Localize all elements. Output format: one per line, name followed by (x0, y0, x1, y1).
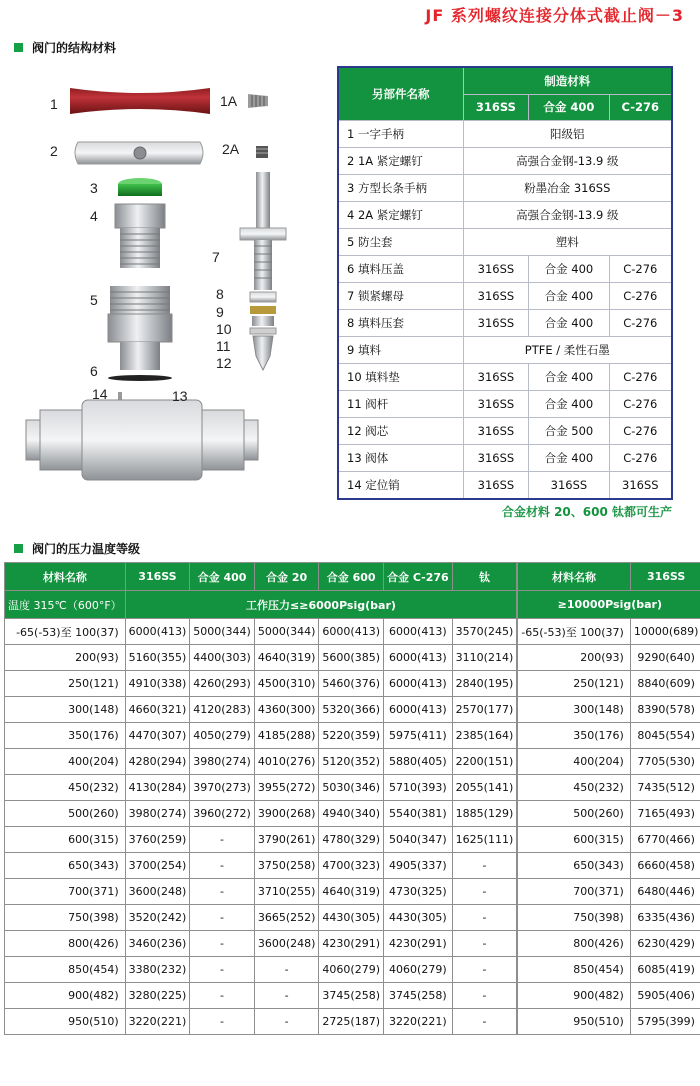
temperature-cell-2: 800(426) (518, 931, 631, 957)
high-pressure-cell: 10000(689) (630, 619, 700, 645)
material-value: C-276 (609, 391, 672, 418)
high-pressure-cell: 5905(406) (630, 983, 700, 1009)
pressure-cell: - (190, 905, 255, 931)
pressure-row (5, 775, 700, 801)
material-value: 合金 500 (529, 418, 609, 445)
pressure-cell: - (190, 853, 255, 879)
part-label-9: 9 (216, 304, 224, 320)
material-row (338, 337, 672, 364)
pressure-cell: 2385(164) (452, 723, 517, 749)
materials-table (337, 66, 673, 500)
material-value: 316SS (529, 472, 609, 500)
pressure-cell: - (452, 879, 517, 905)
material-value: C-276 (609, 418, 672, 445)
material-row (338, 472, 672, 500)
part-label-14: 14 (92, 386, 108, 402)
pressure-cell: 3665(252) (254, 905, 319, 931)
part-label-10: 10 (216, 321, 232, 337)
pressure-cell: 5975(411) (383, 723, 452, 749)
part-label-1: 1 (50, 96, 58, 112)
pressure-cell: 4640(319) (254, 645, 319, 671)
pressure-cell: 5040(347) (383, 827, 452, 853)
pressure-cell: 3750(258) (254, 853, 319, 879)
high-pressure-cell: 7705(530) (630, 749, 700, 775)
temperature-cell: 900(482) (5, 983, 126, 1009)
pressure-cell: 4230(291) (319, 931, 384, 957)
pressure-cell: 3980(274) (190, 749, 255, 775)
material-row (338, 121, 672, 148)
material-value: 316SS (463, 256, 529, 283)
pressure-cell: 4910(338) (125, 671, 190, 697)
part-name: 4 2A 紧定螺钉 (338, 202, 463, 229)
pressure-cell: 3960(272) (190, 801, 255, 827)
pressure-cell: 5160(355) (125, 645, 190, 671)
temperature-cell: 850(454) (5, 957, 126, 983)
part-label-12: 12 (216, 355, 232, 371)
col-c276: C-276 (609, 94, 672, 121)
pressure-cell: 4640(319) (319, 879, 384, 905)
temperature-cell: 400(204) (5, 749, 126, 775)
pressure-cell: 4060(279) (319, 957, 384, 983)
pressure-cell: 2570(177) (452, 697, 517, 723)
section-structure-materials (14, 39, 116, 56)
high-pressure-cell: 7165(493) (630, 801, 700, 827)
part-label-4: 4 (90, 208, 98, 224)
temperature-cell: 250(121) (5, 671, 126, 697)
temperature-cell-2: 600(315) (518, 827, 631, 853)
pressure-row (5, 671, 700, 697)
part-label-1a: 1A (220, 93, 238, 109)
pressure-cell: 4430(305) (383, 905, 452, 931)
temperature-cell: -65(-53)至 100(37) (5, 619, 126, 645)
temperature-cell-2: 500(260) (518, 801, 631, 827)
pressure-cell: - (452, 957, 517, 983)
hdr-material-name-2: 材料名称 (518, 563, 631, 591)
pressure-cell: 5880(405) (383, 749, 452, 775)
pressure-cell: - (190, 983, 255, 1009)
part-label-3: 3 (90, 180, 98, 196)
pressure-cell: - (254, 957, 319, 983)
material-value: 316SS (463, 418, 529, 445)
pressure-cell: - (190, 1009, 255, 1035)
material-value: C-276 (609, 445, 672, 472)
pressure-cell: 4500(310) (254, 671, 319, 697)
temperature-cell-2: 750(398) (518, 905, 631, 931)
material-row (338, 148, 672, 175)
material-value: PTFE / 柔性石墨 (463, 337, 672, 364)
material-row (338, 310, 672, 337)
part-name: 3 方型长条手柄 (338, 175, 463, 202)
col-316ss: 316SS (463, 94, 529, 121)
col-manufacturing-material: 制造材料 (463, 67, 672, 94)
pressure-cell: 6000(413) (319, 619, 384, 645)
temperature-cell-2: 950(510) (518, 1009, 631, 1035)
material-value: 316SS (463, 472, 529, 500)
pressure-cell: 3745(258) (383, 983, 452, 1009)
pressure-cell: - (190, 827, 255, 853)
pressure-cell: 4470(307) (125, 723, 190, 749)
material-row (338, 229, 672, 256)
exploded-valve-diagram (0, 60, 330, 500)
part-name: 14 定位销 (338, 472, 463, 500)
pressure-cell: 4940(340) (319, 801, 384, 827)
material-value: 合金 400 (529, 391, 609, 418)
material-row (338, 256, 672, 283)
part-label-2: 2 (50, 143, 58, 159)
section-pressure-temperature (14, 540, 140, 557)
material-row (338, 202, 672, 229)
temperature-cell-2: -65(-53)至 100(37) (518, 619, 631, 645)
temperature-cell: 800(426) (5, 931, 126, 957)
pressure-row (5, 619, 700, 645)
page-title: JF 系列螺纹连接分体式截止阀－3 (425, 6, 684, 25)
material-row (338, 283, 672, 310)
high-pressure-cell: 5795(399) (630, 1009, 700, 1035)
high-pressure-cell: 9290(640) (630, 645, 700, 671)
part-label-7: 7 (212, 249, 220, 265)
pressure-cell: 2200(151) (452, 749, 517, 775)
temperature-cell-2: 850(454) (518, 957, 631, 983)
pressure-cell: 5120(352) (319, 749, 384, 775)
pressure-cell: 3570(245) (452, 619, 517, 645)
high-pressure-label: ≥10000Psig(bar) (518, 591, 700, 619)
hdr-alloy-c276: 合金 C-276 (383, 563, 452, 591)
temperature-cell-2: 450(232) (518, 775, 631, 801)
material-value: 高强合金钢-13.9 级 (463, 202, 672, 229)
pressure-cell: 1885(129) (452, 801, 517, 827)
part-name: 10 填料垫 (338, 364, 463, 391)
material-value: 316SS (609, 472, 672, 500)
pressure-cell: 4050(279) (190, 723, 255, 749)
temperature-cell-2: 650(343) (518, 853, 631, 879)
pressure-row (5, 853, 700, 879)
pressure-cell: 3220(221) (383, 1009, 452, 1035)
material-value: 阳级铝 (463, 121, 672, 148)
pressure-cell: 6000(413) (383, 697, 452, 723)
pressure-cell: 3380(232) (125, 957, 190, 983)
pressure-cell: 5600(385) (319, 645, 384, 671)
part-label-11: 11 (216, 338, 231, 354)
pressure-cell: 4360(300) (254, 697, 319, 723)
pressure-cell: - (190, 957, 255, 983)
pressure-cell: 3970(273) (190, 775, 255, 801)
hdr-alloy-20: 合金 20 (254, 563, 319, 591)
pressure-row (5, 957, 700, 983)
temperature-cell: 350(176) (5, 723, 126, 749)
hdr-alloy-600: 合金 600 (319, 563, 384, 591)
pressure-cell: 6000(413) (383, 671, 452, 697)
material-row (338, 391, 672, 418)
temperature-cell: 300(148) (5, 697, 126, 723)
high-pressure-cell: 8045(554) (630, 723, 700, 749)
temperature-cell: 750(398) (5, 905, 126, 931)
material-value: 合金 400 (529, 310, 609, 337)
pressure-cell: 4780(329) (319, 827, 384, 853)
part-name: 7 锁紧螺母 (338, 283, 463, 310)
temperature-cell-2: 250(121) (518, 671, 631, 697)
pressure-cell: - (452, 931, 517, 957)
section-bullet-icon (14, 43, 23, 52)
high-pressure-cell: 6770(466) (630, 827, 700, 853)
section-title: 阀门的结构材料 (32, 41, 117, 55)
material-value: 合金 400 (529, 445, 609, 472)
pressure-row (5, 801, 700, 827)
hdr-316ss-2: 316SS (630, 563, 700, 591)
part-name: 11 阀杆 (338, 391, 463, 418)
material-row (338, 445, 672, 472)
pressure-cell: 5540(381) (383, 801, 452, 827)
pressure-cell: 3745(258) (319, 983, 384, 1009)
pressure-cell: 3700(254) (125, 853, 190, 879)
material-value: 316SS (463, 391, 529, 418)
pressure-cell: - (452, 905, 517, 931)
pressure-cell: 3280(225) (125, 983, 190, 1009)
pressure-cell: 4260(293) (190, 671, 255, 697)
pressure-row (5, 697, 700, 723)
pressure-cell: - (190, 931, 255, 957)
pressure-cell: 3710(255) (254, 879, 319, 905)
pressure-cell: 4185(288) (254, 723, 319, 749)
pressure-row (5, 905, 700, 931)
temperature-cell-2: 200(93) (518, 645, 631, 671)
material-value: 合金 400 (529, 256, 609, 283)
pressure-cell: - (254, 1009, 319, 1035)
part-name: 9 填料 (338, 337, 463, 364)
pressure-cell: 6000(413) (383, 645, 452, 671)
working-pressure-label: 工作压力≤≥6000Psig(bar) (125, 591, 517, 619)
material-row (338, 364, 672, 391)
part-label-8: 8 (216, 286, 224, 302)
part-name: 1 一字手柄 (338, 121, 463, 148)
part-label-2a: 2A (222, 141, 240, 157)
pressure-cell: - (452, 1009, 517, 1035)
col-alloy-400: 合金 400 (529, 94, 609, 121)
pressure-cell: 3600(248) (125, 879, 190, 905)
temperature-cell: 700(371) (5, 879, 126, 905)
material-value: 合金 400 (529, 283, 609, 310)
high-pressure-cell: 6660(458) (630, 853, 700, 879)
pressure-cell: 5000(344) (190, 619, 255, 645)
pressure-row (5, 827, 700, 853)
pressure-cell: 3220(221) (125, 1009, 190, 1035)
part-name: 8 填料压套 (338, 310, 463, 337)
hdr-316ss: 316SS (125, 563, 190, 591)
material-value: C-276 (609, 283, 672, 310)
high-pressure-cell: 8390(578) (630, 697, 700, 723)
material-row (338, 175, 672, 202)
section-title: 阀门的压力温度等级 (32, 542, 141, 556)
pressure-cell: 4430(305) (319, 905, 384, 931)
high-pressure-cell: 6480(446) (630, 879, 700, 905)
temperature-cell: 200(93) (5, 645, 126, 671)
high-pressure-cell: 6230(429) (630, 931, 700, 957)
temperature-cell: 950(510) (5, 1009, 126, 1035)
pressure-row (5, 1009, 700, 1035)
pressure-cell: - (452, 853, 517, 879)
pressure-cell: 4120(283) (190, 697, 255, 723)
pressure-cell: 3110(214) (452, 645, 517, 671)
pressure-cell: 5710(393) (383, 775, 452, 801)
pressure-cell: 3955(272) (254, 775, 319, 801)
pressure-cell: 6000(413) (125, 619, 190, 645)
part-name: 5 防尘套 (338, 229, 463, 256)
pressure-cell: 5320(366) (319, 697, 384, 723)
material-value: 316SS (463, 445, 529, 472)
alloy-note: 合金材料 20、600 钛都可生产 (501, 505, 672, 519)
part-label-5: 5 (90, 292, 98, 308)
pressure-row (5, 931, 700, 957)
pressure-cell: 4130(284) (125, 775, 190, 801)
pressure-cell: 4905(337) (383, 853, 452, 879)
material-value: 塑料 (463, 229, 672, 256)
pressure-cell: 4230(291) (383, 931, 452, 957)
part-label-13: 13 (172, 388, 188, 404)
pressure-temperature-table (4, 562, 700, 1035)
pressure-row (5, 749, 700, 775)
temperature-cell: 600(315) (5, 827, 126, 853)
material-value: 316SS (463, 364, 529, 391)
material-value: C-276 (609, 256, 672, 283)
pressure-cell: 3460(236) (125, 931, 190, 957)
pressure-cell: 5460(376) (319, 671, 384, 697)
temperature-cell-2: 300(148) (518, 697, 631, 723)
pressure-cell: - (452, 983, 517, 1009)
material-value: C-276 (609, 310, 672, 337)
temp-label: 温度 315℃（600°F） (5, 591, 126, 619)
temperature-cell-2: 400(204) (518, 749, 631, 775)
temperature-cell: 450(232) (5, 775, 126, 801)
pressure-cell: 5000(344) (254, 619, 319, 645)
pressure-row (5, 983, 700, 1009)
material-value: 粉墨冶金 316SS (463, 175, 672, 202)
temperature-cell-2: 700(371) (518, 879, 631, 905)
col-part-name: 另部件名称 (338, 67, 463, 121)
pressure-cell: 2840(195) (452, 671, 517, 697)
pressure-cell: 4010(276) (254, 749, 319, 775)
pressure-cell: 3980(274) (125, 801, 190, 827)
pressure-cell: 3600(248) (254, 931, 319, 957)
pressure-cell: 3790(261) (254, 827, 319, 853)
handle-1 (70, 88, 210, 114)
material-value: 316SS (463, 283, 529, 310)
pressure-row (5, 879, 700, 905)
pressure-cell: 1625(111) (452, 827, 517, 853)
pressure-cell: 2055(141) (452, 775, 517, 801)
pressure-cell: - (190, 879, 255, 905)
pressure-cell: 3760(259) (125, 827, 190, 853)
temperature-cell: 650(343) (5, 853, 126, 879)
pressure-cell: 4400(303) (190, 645, 255, 671)
pressure-cell: 3900(268) (254, 801, 319, 827)
pressure-cell: 5030(346) (319, 775, 384, 801)
material-row (338, 418, 672, 445)
high-pressure-cell: 6085(419) (630, 957, 700, 983)
pressure-cell: 4280(294) (125, 749, 190, 775)
pressure-cell: - (254, 983, 319, 1009)
pressure-cell: 5220(359) (319, 723, 384, 749)
high-pressure-cell: 8840(609) (630, 671, 700, 697)
temperature-cell-2: 900(482) (518, 983, 631, 1009)
material-value: 316SS (463, 310, 529, 337)
part-name: 2 1A 紧定螺钉 (338, 148, 463, 175)
pressure-cell: 4660(321) (125, 697, 190, 723)
pressure-row (5, 723, 700, 749)
valve-parts-illustration (0, 60, 330, 500)
hdr-titanium: 钛 (452, 563, 517, 591)
pressure-cell: 4700(323) (319, 853, 384, 879)
part-name: 12 阀芯 (338, 418, 463, 445)
pressure-cell: 6000(413) (383, 619, 452, 645)
pressure-cell: 4730(325) (383, 879, 452, 905)
section-bullet-icon (14, 544, 23, 553)
material-value: 高强合金钢-13.9 级 (463, 148, 672, 175)
part-label-6: 6 (90, 363, 98, 379)
temperature-cell: 500(260) (5, 801, 126, 827)
material-value: C-276 (609, 364, 672, 391)
hdr-material-name: 材料名称 (5, 563, 126, 591)
pressure-cell: 4060(279) (383, 957, 452, 983)
pressure-cell: 3520(242) (125, 905, 190, 931)
pressure-row (5, 645, 700, 671)
part-name: 13 阀体 (338, 445, 463, 472)
part-name: 6 填料压盖 (338, 256, 463, 283)
high-pressure-cell: 7435(512) (630, 775, 700, 801)
pressure-cell: 2725(187) (319, 1009, 384, 1035)
hdr-alloy-400: 合金 400 (190, 563, 255, 591)
material-value: 合金 400 (529, 364, 609, 391)
high-pressure-cell: 6335(436) (630, 905, 700, 931)
temperature-cell-2: 350(176) (518, 723, 631, 749)
